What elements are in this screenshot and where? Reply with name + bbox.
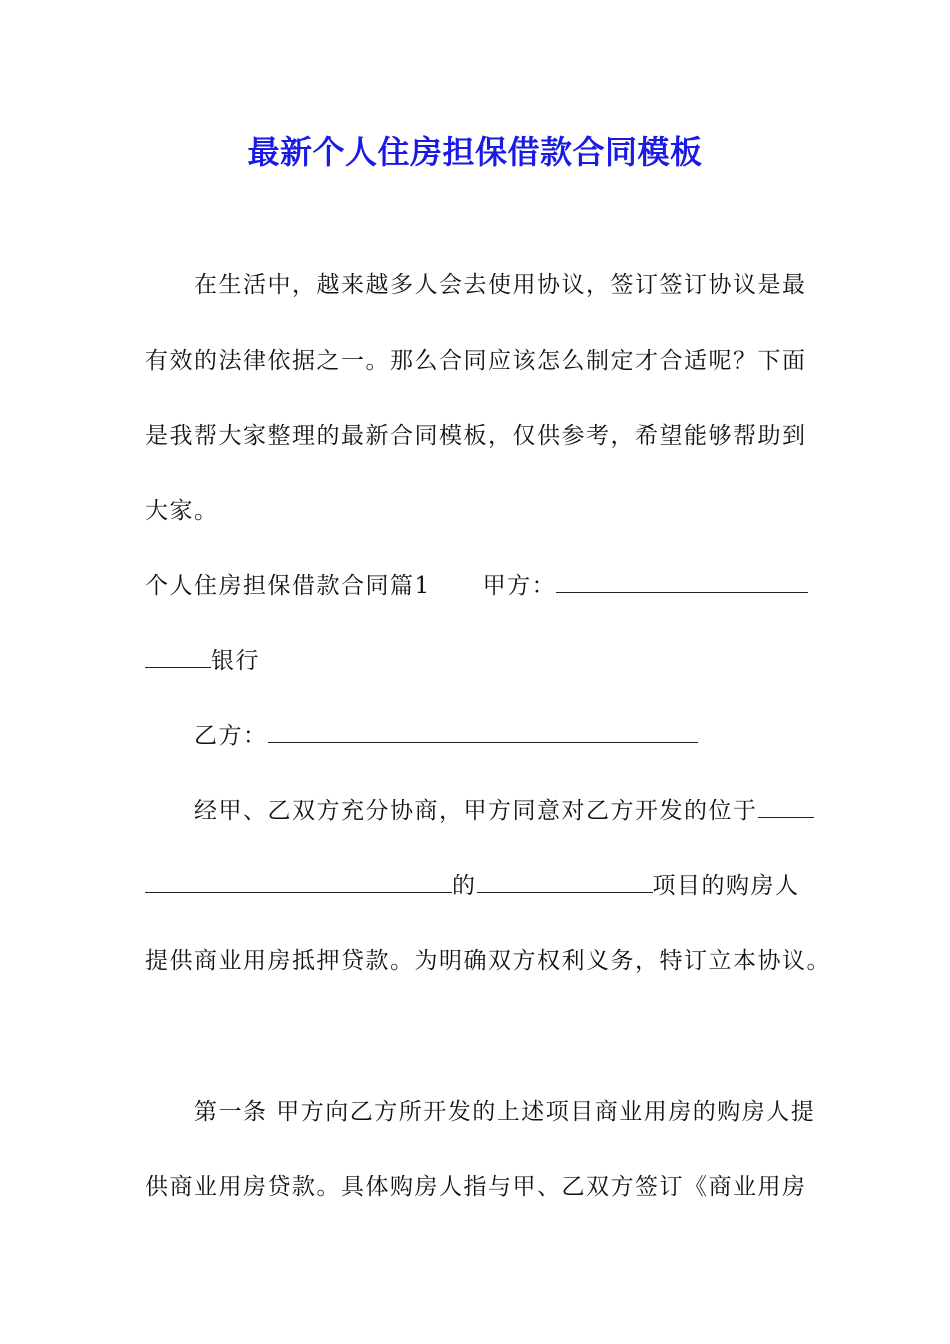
intro-line-1: 在生活中，越来越多人会去使用协议，签订签订协议是最 bbox=[194, 272, 807, 298]
para1-line-2 bbox=[145, 871, 800, 901]
party-a-label: 甲方： bbox=[482, 573, 557, 599]
intro-line-3: 是我帮大家整理的最新合同模板，仅供参考，希望能够帮助到 bbox=[145, 423, 807, 449]
section-heading-row bbox=[145, 571, 808, 601]
article1-line-2: 供商业用房贷款。具体购房人指与甲、乙双方签订《商业用房 bbox=[145, 1174, 807, 1200]
party-b-label: 乙方： bbox=[194, 723, 268, 749]
document-title: 最新个人住房担保借款合同模板 bbox=[247, 133, 703, 171]
para1-line-3: 提供商业用房抵押贷款。为明确双方权利义务，特订立本协议。 bbox=[145, 948, 831, 974]
location-blank-1[interactable] bbox=[758, 797, 814, 818]
party-b-row bbox=[194, 721, 698, 751]
party-a-bank-row bbox=[145, 646, 260, 676]
project-blank[interactable] bbox=[477, 872, 653, 893]
party-a-bank-blank[interactable] bbox=[145, 647, 211, 668]
para1-line-1 bbox=[194, 796, 814, 826]
party-a-blank[interactable] bbox=[556, 572, 808, 593]
article1-line-1: 第一条 甲方向乙方所开发的上述项目商业用房的购房人提 bbox=[194, 1099, 816, 1125]
party-a-suffix: 银行 bbox=[211, 648, 260, 674]
party-b-blank[interactable] bbox=[268, 722, 698, 743]
intro-line-4: 大家。 bbox=[145, 498, 219, 524]
para1-text-mid: 的 bbox=[452, 873, 477, 899]
para1-text-1: 经甲、乙双方充分协商，甲方同意对乙方开发的位于 bbox=[194, 798, 758, 824]
section-heading: 个人住房担保借款合同篇1 bbox=[145, 573, 431, 599]
intro-line-2: 有效的法律依据之一。那么合同应该怎么制定才合适呢？下面 bbox=[145, 348, 807, 374]
location-blank-2[interactable] bbox=[145, 872, 452, 893]
para1-text-end: 项目的购房人 bbox=[652, 873, 800, 899]
